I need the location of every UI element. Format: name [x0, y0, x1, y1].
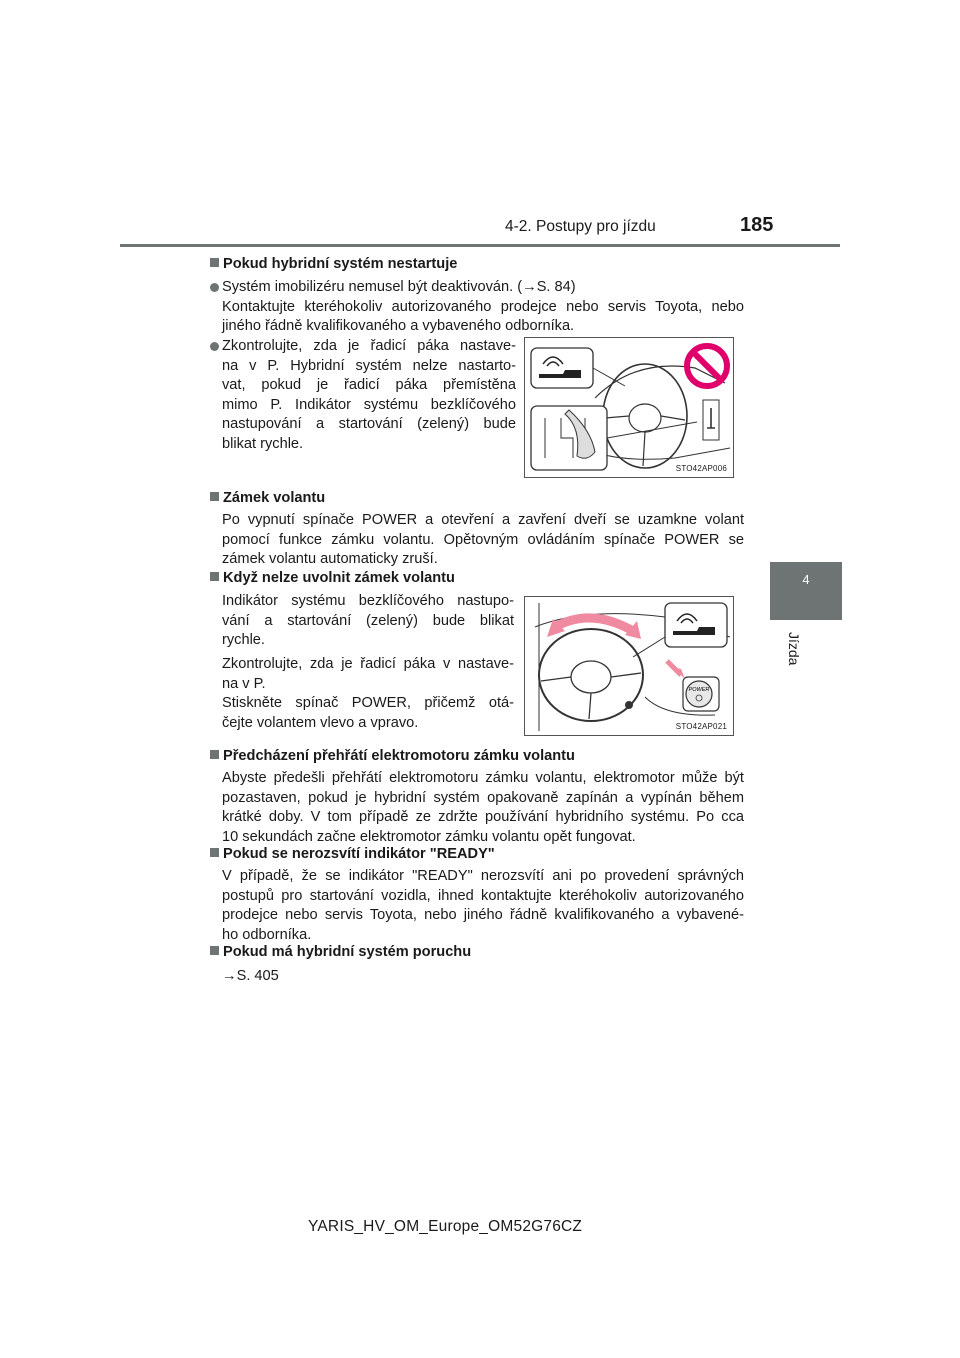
- paragraph-line: pozastaven, pokud je hybridní systém opakovaně zapínán a vypínán během: [222, 789, 744, 806]
- bullet-text-line: Kontaktujte kteréhokoliv autorizovaného prodejce nebo servis Toyota, nebo: [222, 298, 744, 315]
- section-heading-overheat: [210, 748, 575, 764]
- bullet-text-line: Zkontrolujte, zda je řadicí páka nastave-: [222, 338, 516, 354]
- running-header-title: 4-2. Postupy pro jízdu: [505, 218, 656, 235]
- paragraph-lock: [222, 511, 744, 570]
- paragraph-line: V případě, že se indikátor "READY" nerozsvítí ani po provedení správných: [222, 868, 744, 884]
- figure-code: STO42AP006: [675, 464, 727, 473]
- paragraph-line: prodejce nebo servis Toyota, nebo jiného řádně kvalifikovaného a vybavené-: [222, 907, 744, 923]
- chapter-name-vertical: [784, 632, 804, 692]
- section-heading-restart: [210, 256, 457, 272]
- chapter-name-label: Jízda: [786, 632, 802, 666]
- paragraph-line: Po vypnutí spínače POWER a otevření a zavření dveří se uzamkne volant: [222, 512, 744, 528]
- figure-steering-wheel: [524, 596, 734, 736]
- paragraph-line: ho odborníka.: [222, 926, 312, 943]
- paragraph-line: pomocí funkce zámku volantu. Opětovným ovládáním spínače POWER se: [222, 531, 744, 548]
- bullet-text-line: blikat rychle.: [222, 435, 304, 452]
- paragraph-line: krátké doby. V tom případě ze zdržte používání hybridního systému. Po cca: [222, 809, 744, 825]
- section-heading-text: Zámek volantu: [223, 490, 326, 506]
- bullet-text-line: vat, pokud je řadicí páka přemístěna: [222, 377, 516, 393]
- square-bullet-icon: [210, 258, 219, 267]
- paragraph-line: čejte volantem vlevo a vpravo.: [222, 714, 419, 731]
- paragraph-line: Indikátor systému bezklíčového nastupo-: [222, 593, 514, 609]
- paragraph-release-indicator: [222, 592, 514, 651]
- paragraph-line: na v P.: [222, 675, 266, 692]
- paragraph-line: Abyste předešli přehřátí elektromotoru zámku volantu, elektromotor může být: [222, 770, 744, 786]
- steering-wheel-illustration: [525, 597, 733, 735]
- round-bullet-icon: [210, 283, 219, 292]
- bullet-text-line: nastupování a startování (zelený) bude: [222, 416, 516, 432]
- paragraph-line: Zkontrolujte, zda je řadicí páka v nastave-: [222, 656, 514, 672]
- paragraph-ready: [222, 867, 744, 945]
- document-footer-code: YARIS_HV_OM_Europe_OM52G76CZ: [308, 1218, 583, 1235]
- paragraph-release-steps: [222, 655, 514, 733]
- paragraph-line: Stiskněte spínač POWER, přičemž otá-: [222, 695, 514, 711]
- paragraph-line: vání a startování (zelený) bude blikat: [222, 612, 514, 629]
- square-bullet-icon: [210, 946, 219, 955]
- figure-code: STO42AP021: [675, 722, 727, 731]
- shift-lever-illustration: [525, 338, 733, 477]
- bullet-text-line: Systém imobilizéru nemusel být deaktivován. (→S. 84): [222, 279, 576, 295]
- section-heading-text: Pokud má hybridní systém poruchu: [223, 944, 472, 960]
- square-bullet-icon: [210, 750, 219, 759]
- bullet-text-line: mimo P. Indikátor systému bezklíčového: [222, 396, 516, 413]
- bullet-text-line: jiného řádně kvalifikovaného a vybaveného odborníka.: [222, 318, 575, 334]
- section-heading-text: Pokud se nerozsvítí indikátor "READY": [223, 846, 495, 862]
- section-heading-text: Předcházení přehřátí elektromotoru zámku volantu: [223, 748, 575, 764]
- paragraph-line: zámek volantu automaticky zruší.: [222, 551, 438, 567]
- section-heading-release: [210, 570, 455, 586]
- bullet-text-line: na v P. Hybridní systém nelze nastarto-: [222, 357, 516, 374]
- paragraph-line: rychle.: [222, 632, 265, 648]
- chapter-tab[interactable]: [770, 562, 842, 620]
- figure-shift-lever: [524, 337, 734, 478]
- section-heading-malfunction: [210, 944, 471, 960]
- section-heading-text: Pokud hybridní systém nestartuje: [223, 256, 458, 272]
- page-reference-link[interactable]: →S. 405: [222, 968, 279, 984]
- section-heading-ready: [210, 846, 495, 862]
- header-divider: [120, 244, 840, 247]
- square-bullet-icon: [210, 572, 219, 581]
- page-number: 185: [740, 214, 774, 236]
- chapter-number: 4: [802, 572, 810, 587]
- section-heading-text: Když nelze uvolnit zámek volantu: [223, 570, 455, 586]
- paragraph-overheat: [222, 769, 744, 847]
- square-bullet-icon: [210, 848, 219, 857]
- paragraph-line: 10 sekundách začne elektromotor zámku volantu opět fungovat.: [222, 828, 636, 845]
- round-bullet-icon: [210, 342, 219, 351]
- power-button-label: POWER: [688, 687, 710, 693]
- section-heading-lock: [210, 490, 325, 506]
- paragraph-line: postupů pro startování vozidla, ihned kontaktujte kteréhokoliv autorizovaného: [222, 887, 744, 904]
- square-bullet-icon: [210, 492, 219, 501]
